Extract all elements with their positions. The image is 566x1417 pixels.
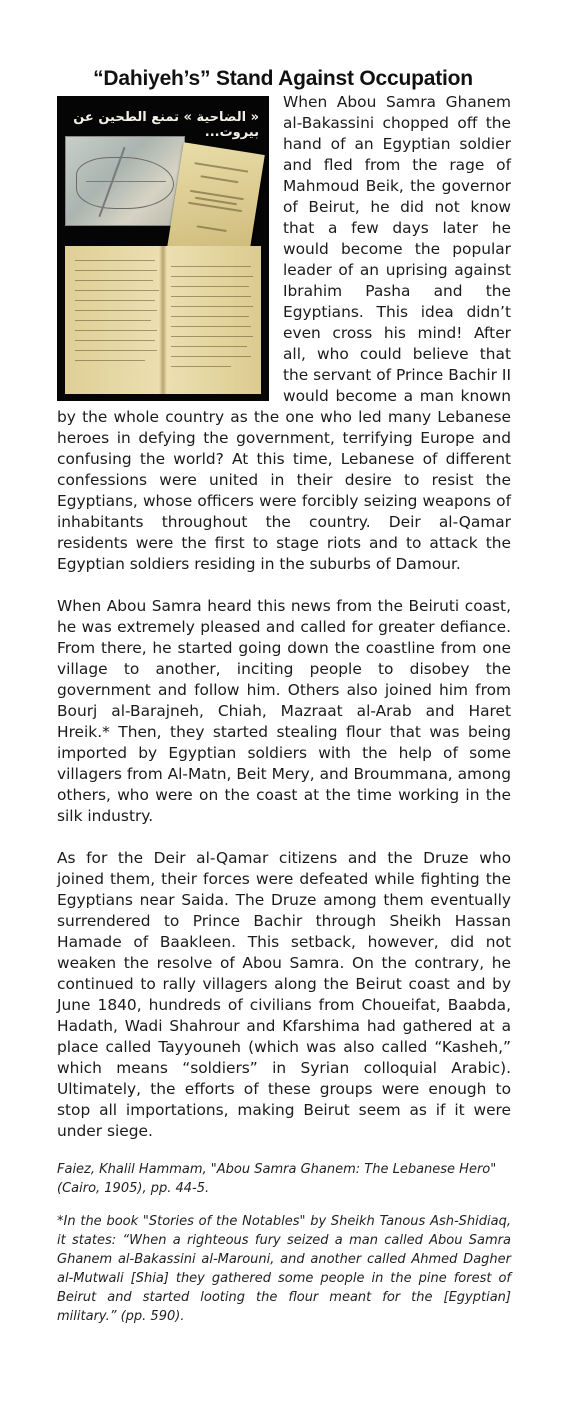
citation: Faiez, Khalil Hammam, "Abou Samra Ghanem: The Lebanese Hero" (Cairo, 1905), pp. 44-5. <box>57 1162 497 1196</box>
article-body <box>57 92 511 1326</box>
map-image <box>65 136 185 226</box>
archival-image <box>57 96 269 401</box>
book-cover-image <box>167 142 265 260</box>
paragraph-1: When Abou Samra Ghanem al-Bakassini chopped off the hand of an Egyptian soldier and fled from the rage of Mahmoud Beik, the governor of Beirut, he did not know that a few days later he would become the popular leader of an uprising against Ibrahim Pasha and the Egyptians. This idea didn’t even cross his mind! After all, who could believe that the servant of Prince Bachir II would become a man known by the whole country as the one who led many Lebanese heroes in defying the government, terrifying Europe and confusing the world? At this time, Lebanese of different confessions were united in their desire to resist the Egyptians, whose officers were forcibly seizing weapons of inhabitants throughout the country. Deir al-Qamar residents were the first to stage riots and to attack the Egyptian soldiers residing in the suburbs of Damour. <box>57 93 511 573</box>
figure-caption: « الضاحية » تمنع الطحين عن بيروت... <box>73 110 259 140</box>
open-book-image <box>65 246 261 394</box>
paragraph-3: As for the Deir al-Qamar citizens and the Druze who joined them, their forces were defeated while fighting the Egyptians near Saida. The Druze among them eventually surrendered to Prince Bachir through Sheikh Hassan Hamade of Baakleen. This setback, however, did not weaken the resolve of Abou Samra. On the contrary, he continued to rally villagers along the Beirut coast and by June 1840, hundreds of civilians from Choueifat, Baabda, Hadath, Wadi Shahrour and Kfarshima had gathered at a place called Tayyouneh (which was also called “Kasheh,” which means “soldiers” in Syrian colloquial Arabic). Ultimately, the efforts of these groups were enough to stop all importations, making Beirut seem as if it were under siege. <box>57 849 511 1140</box>
paragraph-2: When Abou Samra heard this news from the Beiruti coast, he was extremely pleased and called for greater defiance. From there, he started going down the coastline from one village to another, inciting people to disobey the government and follow him. Others also joined him from Bourj al-Barajneh, Chiah, Mazraat al-Arab and Haret Hreik.* Then, they started stealing flour that was being imported by Egyptian soldiers with the help of some villagers from Al-Matn, Beit Mery, and Broummana, among others, who were on the coast at the time working in the silk industry. <box>57 597 511 825</box>
article-title: “Dahiyeh’s” Stand Against Occupation <box>93 67 473 91</box>
footnote: *In the book "Stories of the Notables" by Sheikh Tanous Ash-Shidiaq, it states: “When a righteous fury seized a man called Abou Samra Ghanem al-Bakassini al-Marouni, and another called Ahmed Dagher al-Mutwali [Shia] they gathered some people in the pine forest of Beirut and started looting the flour meant for the [Egyptian] military.” (pp. 590). <box>57 1214 511 1324</box>
